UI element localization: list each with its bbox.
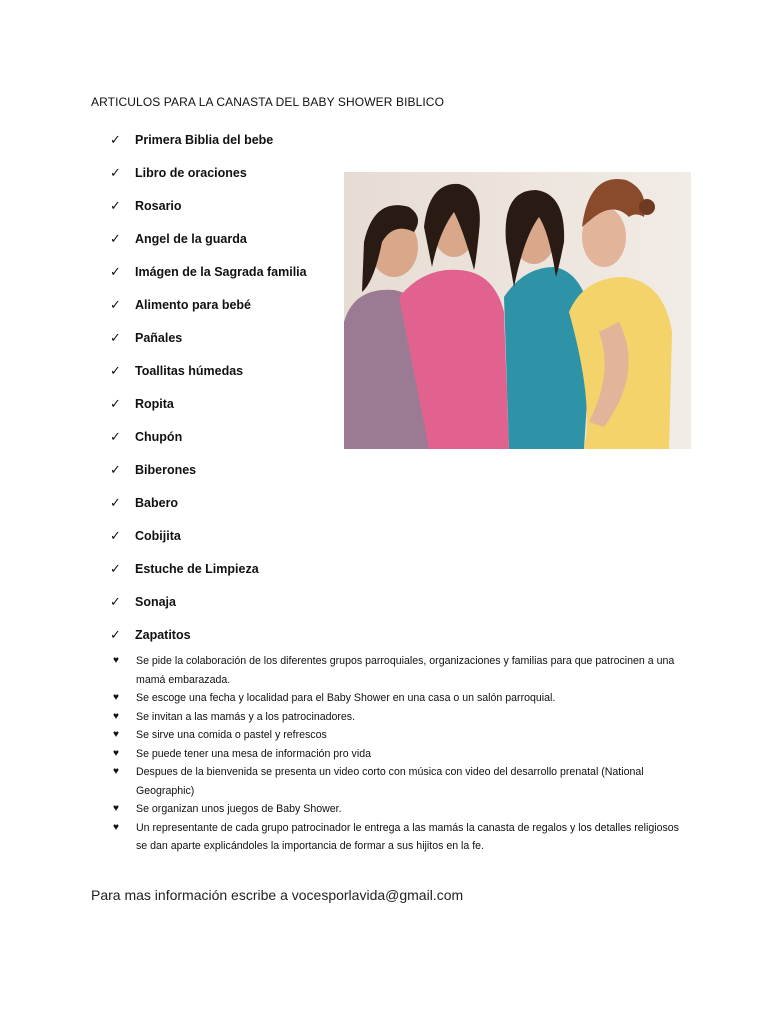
list-item: ♥ Despues de la bienvenida se presenta un video corto con música con video del desarrollo prenatal (National Geographic) bbox=[113, 763, 693, 800]
check-icon: ✓ bbox=[110, 230, 121, 246]
list-item: ✓ Angel de la guarda bbox=[110, 230, 247, 246]
list-item: ✓ Ropita bbox=[110, 395, 174, 411]
check-icon: ✓ bbox=[110, 131, 121, 147]
list-item: ✓ Cobijita bbox=[110, 527, 181, 543]
check-icon: ✓ bbox=[110, 197, 121, 213]
heart-icon: ♥ bbox=[113, 710, 119, 722]
heart-icon: ♥ bbox=[113, 821, 119, 833]
heart-icon: ♥ bbox=[113, 766, 119, 777]
heart-icon: ♥ bbox=[113, 729, 119, 740]
contact-line: Para mas información escribe a vocesporlavida@gmail.com bbox=[91, 887, 464, 903]
list-item: ✓ Babero bbox=[110, 494, 179, 510]
pregnant-women-photo bbox=[344, 172, 691, 449]
check-icon: ✓ bbox=[110, 395, 121, 411]
check-icon: ✓ bbox=[110, 626, 121, 642]
list-item: ♥ Se pide la colaboración de los diferentes grupos parroquiales, organizaciones y familias para que patrocinen a una mamá embarazada. bbox=[113, 652, 693, 689]
list-item: ✓ Estuche de Limpieza bbox=[110, 560, 259, 576]
list-item: ✓ Sonaja bbox=[110, 593, 176, 609]
check-icon: ✓ bbox=[110, 593, 121, 609]
gift-checklist bbox=[110, 123, 307, 651]
list-item: ✓ Rosario bbox=[110, 197, 182, 213]
list-item: ✓ Zapatitos bbox=[110, 626, 191, 642]
check-icon: ✓ bbox=[110, 329, 121, 345]
heart-icon: ♥ bbox=[113, 655, 119, 666]
list-item: ✓ Primera Biblia del bebe bbox=[110, 131, 274, 147]
check-icon: ✓ bbox=[110, 560, 121, 576]
check-icon: ✓ bbox=[110, 527, 121, 543]
heart-icon: ♥ bbox=[113, 692, 119, 703]
check-icon: ✓ bbox=[110, 296, 121, 312]
instructions-list bbox=[113, 652, 693, 856]
check-icon: ✓ bbox=[110, 494, 121, 510]
list-item: ♥ Un representante de cada grupo patrocinador le entrega a las mamás la canasta de regalos y los detalles religiosos se dan aparte explicándoles la importancia de formar a sus hijitos en la fe. bbox=[113, 819, 693, 856]
list-item: ♥ Se invitan a las mamás y a los patrocinadores. bbox=[113, 708, 693, 727]
list-item: ✓ Chupón bbox=[110, 428, 183, 444]
heart-icon: ♥ bbox=[113, 803, 119, 814]
document-title: ARTICULOS PARA LA CANASTA DEL BABY SHOWER BIBLICO bbox=[91, 95, 445, 109]
list-item: ✓ Pañales bbox=[110, 329, 183, 345]
check-icon: ✓ bbox=[110, 362, 121, 378]
check-icon: ✓ bbox=[110, 263, 121, 279]
list-item: ✓ Alimento para bebé bbox=[110, 296, 251, 312]
list-item: ✓ Toallitas húmedas bbox=[110, 362, 244, 378]
list-item: ✓ Biberones bbox=[110, 461, 197, 477]
list-item: ✓ Imágen de la Sagrada familia bbox=[110, 263, 307, 279]
check-icon: ✓ bbox=[110, 461, 121, 477]
list-item: ♥ Se sirve una comida o pastel y refrescos bbox=[113, 726, 693, 745]
list-item: ♥ Se organizan unos juegos de Baby Shower. bbox=[113, 800, 693, 819]
list-item: ♥ Se puede tener una mesa de información pro vida bbox=[113, 745, 693, 764]
check-icon: ✓ bbox=[110, 428, 121, 444]
list-item: ✓ Libro de oraciones bbox=[110, 164, 247, 180]
check-icon: ✓ bbox=[110, 164, 121, 180]
photo-illustration bbox=[344, 172, 691, 449]
heart-icon: ♥ bbox=[113, 747, 119, 759]
list-item: ♥ Se escoge una fecha y localidad para el Baby Shower en una casa o un salón parroquial. bbox=[113, 689, 693, 708]
